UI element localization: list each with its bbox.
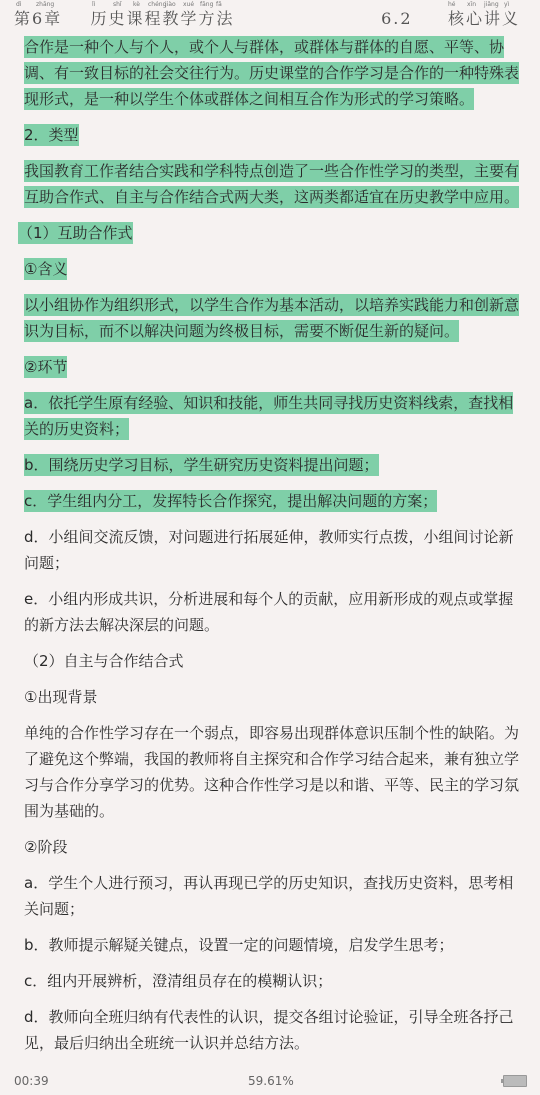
heading[interactable] bbox=[18, 220, 520, 246]
clock-time: 00:39 bbox=[14, 1074, 49, 1088]
ruby-text: lì bbox=[92, 1, 96, 8]
section-name: 核心讲义 bbox=[447, 9, 520, 28]
list-item[interactable]: a．学生个人进行预习，再认再现已学的历史知识，查找历史资料，思考相关问题； bbox=[24, 874, 514, 918]
list-item[interactable] bbox=[24, 390, 520, 442]
section-title bbox=[381, 6, 520, 29]
highlighted-text[interactable]: 合作是一种个人与个人，或个人与群体，或群体与群体的自愿、平等、协调、有一致目标的社会交往行为。历史课堂的合作学习是合作的一种特殊表现形式，是一种以学生个体或群体之间相互合作为形式的学习策略。 bbox=[24, 38, 520, 108]
reading-content[interactable] bbox=[18, 34, 520, 1066]
paragraph[interactable] bbox=[24, 34, 520, 112]
ruby-text: dì bbox=[16, 1, 22, 8]
heading[interactable]: ①出现背景 bbox=[24, 688, 98, 706]
chapter-title bbox=[14, 6, 235, 29]
heading[interactable]: （2）自主与合作结合式 bbox=[24, 652, 184, 670]
paragraph[interactable]: 单纯的合作性学习存在一个弱点，即容易出现群体意识压制个性的缺陷。为了避免这个弊端，我国的教师将自主探究和合作学习结合起来，兼有独立学习与合作分享学习的优势。这种合作性学习是以和谐、平等、民主的学习氛围为基础的。 bbox=[24, 724, 520, 820]
ruby-text: hé bbox=[448, 1, 456, 8]
heading[interactable] bbox=[24, 256, 520, 282]
highlighted-text[interactable]: ②环节 bbox=[24, 358, 68, 376]
ruby-text: xué bbox=[183, 1, 195, 8]
ruby-text: chéng bbox=[148, 1, 167, 8]
list-item[interactable]: e．小组内形成共识，分析进展和每个人的贡献，应用新形成的观点或掌握的新方法去解决深层的问题。 bbox=[24, 590, 514, 634]
ruby-text: jiào bbox=[165, 1, 176, 8]
highlighted-text[interactable]: b．围绕历史学习目标，学生研究历史资料提出问题； bbox=[24, 456, 379, 474]
list-item[interactable] bbox=[24, 452, 520, 478]
ruby-text: xīn bbox=[467, 1, 477, 8]
highlighted-text[interactable]: （1）互助合作式 bbox=[18, 224, 133, 242]
reading-progress: 59.61% bbox=[248, 1074, 294, 1088]
highlighted-text[interactable]: a．依托学生原有经验、知识和技能，师生共同寻找历史资料线索，查找相关的历史资料； bbox=[24, 394, 514, 438]
paragraph[interactable] bbox=[24, 292, 520, 344]
list-item[interactable] bbox=[24, 488, 520, 514]
ruby-text: fāng bbox=[200, 1, 214, 8]
highlighted-text[interactable]: 我国教育工作者结合实践和学科特点创造了一些合作性学习的类型，主要有互助合作式、自主与合作结合式两大类，这两类都适宜在历史教学中应用。 bbox=[24, 162, 520, 206]
status-footer bbox=[0, 1065, 540, 1095]
highlighted-text[interactable]: 2．类型 bbox=[24, 126, 79, 144]
ruby-text: yì bbox=[504, 1, 510, 8]
list-item[interactable]: b．教师提示解疑关键点，设置一定的问题情境，启发学生思考； bbox=[24, 936, 454, 954]
paragraph[interactable] bbox=[24, 158, 520, 210]
heading[interactable] bbox=[24, 354, 520, 380]
chapter-header bbox=[0, 0, 540, 34]
heading[interactable] bbox=[24, 122, 520, 148]
book-title: 历史课程教学方法 bbox=[90, 9, 235, 28]
section-number: 6.2 bbox=[381, 9, 413, 28]
highlighted-text[interactable]: 以小组协作为组织形式，以学生合作为基本活动，以培养实践能力和创新意识为目标，而不以解决问题为终极目标，需要不断促生新的疑问。 bbox=[24, 296, 520, 340]
list-item[interactable]: d．小组间交流反馈，对问题进行拓展延伸，教师实行点拨，小组间讨论新问题； bbox=[24, 528, 514, 572]
heading[interactable]: ②阶段 bbox=[24, 838, 68, 856]
ruby-text: jiǎng bbox=[484, 1, 499, 8]
ruby-text: fǎ bbox=[216, 1, 222, 8]
highlighted-text[interactable]: c．学生组内分工，发挥特长合作探究，提出解决问题的方案； bbox=[24, 492, 438, 510]
chapter-number: 第6章 bbox=[14, 9, 63, 28]
ruby-text: shǐ bbox=[113, 1, 122, 8]
highlighted-text[interactable]: ①含义 bbox=[24, 260, 68, 278]
list-item[interactable]: c．组内开展辨析，澄清组员存在的模糊认识； bbox=[24, 972, 333, 990]
ruby-text: zhāng bbox=[36, 1, 55, 8]
list-item[interactable]: d．教师向全班归纳有代表性的认识，提交各组讨论验证，引导全班各抒己见，最后归纳出全班统一认识并总结方法。 bbox=[24, 1008, 514, 1052]
battery-icon bbox=[503, 1075, 527, 1087]
ruby-text: kè bbox=[133, 1, 140, 8]
